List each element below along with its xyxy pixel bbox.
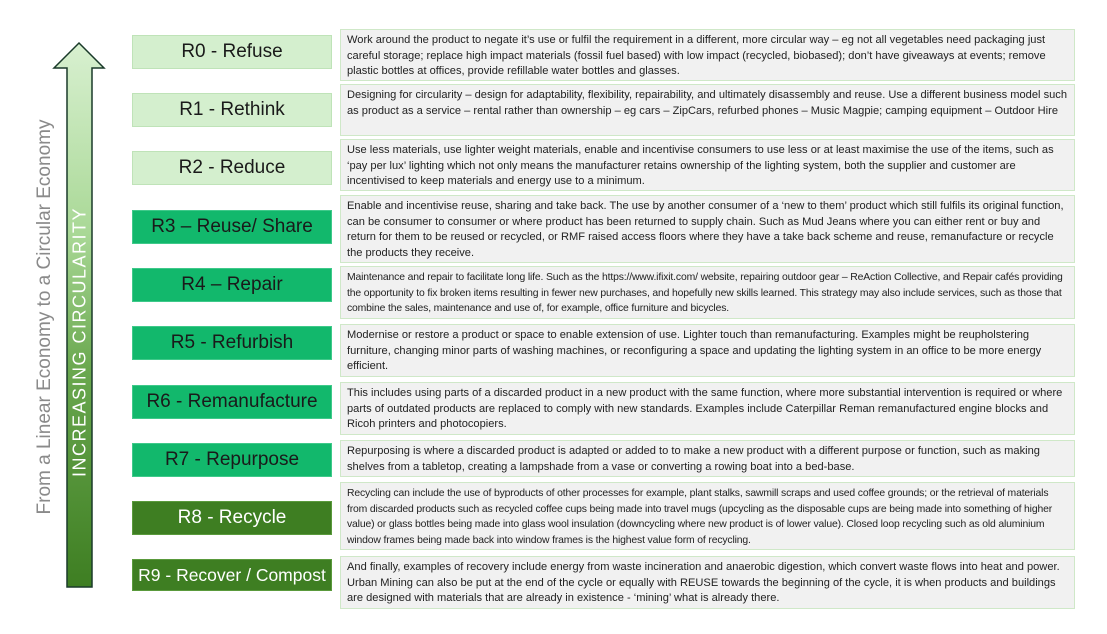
label-r8-recycle: R8 - Recycle [132,501,332,535]
description-r4: Maintenance and repair to facilitate long life. Such as the https://www.ifixit.com/ website, repairing outdoor gear – ReAction Collective, and Repair cafés providing the opportunity to fix broken items resulting in fewer new purchases, and hopefully new skills learned. This strategy may also include services, such as those that combine the sales, maintenance and use of, for example, office furniture and bicycles. [340,266,1075,319]
increasing-circularity-arrow [0,0,120,600]
linear-to-circular-label: From a Linear Economy to a Circular Economy [34,119,55,515]
label-r5-refurbish: R5 - Refurbish [132,326,332,360]
description-r8: Recycling can include the use of byproducts of other processes for example, plant stalks, sawmill scraps and used coffee grounds; or the retrieval of materials from discarded products such as recycled coffee cups being made into travel mugs (upcycling as the disposable cups are being made into something of higher value) or glass bottles being made into glass wool insulation (downcycling where new product is of lower value). Closed loop recycling such as old aluminium window frames being made back into window frames is the highest value form of recycling. [340,482,1075,550]
increasing-circularity-label: INCREASING CIRCULARITY [69,206,90,478]
description-r3: Enable and incentivise reuse, sharing and take back. The use by another consumer of a ‘new to them’ product which still fulfils its original function, can be consumer to consumer or where product has been returned to supply chain. Such as Mud Jeans where you can either rent or buy and return for them to be reused or recycled, or RMF raised access floors where they have a take back scheme and reuse, remanufacture or recycle the products they receive. [340,195,1075,263]
label-r4-repair: R4 – Repair [132,268,332,302]
label-r3-reuse-share: R3 – Reuse/ Share [132,210,332,244]
description-r6: This includes using parts of a discarded product in a new product with the same function, where more substantial intervention is required or where parts of outdated products are replaced to comply with new standards. Examples include Caterpillar Reman remanufactured engine blocks and Ricoh printers and photocopiers. [340,382,1075,435]
label-r9-recover-compost: R9 - Recover / Compost [132,559,332,591]
label-r0-refuse: R0 - Refuse [132,35,332,69]
description-r0: Work around the product to negate it’s use or fulfil the requirement in a different, more circular way – eg not all vegetables need packaging just careful storage; replace high impact materials (fossil fuel based) with low impact (recycled, biobased); don’t have giveaways at events; remove plastic bottles at offices, provide refillable water bottles and glasses. [340,29,1075,81]
description-r2: Use less materials, use lighter weight materials, enable and incentivise consumers to use less or at least maximise the use of the items, such as ‘pay per lux’ lighting which not only means the manufacturer retains ownership of the lighting system, both the supplier and customer are incentivised to keep materials and energy use to a minimum. [340,139,1075,191]
label-r1-rethink: R1 - Rethink [132,93,332,127]
label-r6-remanufacture: R6 - Remanufacture [132,385,332,419]
description-r9: And finally, examples of recovery include energy from waste incineration and anaerobic digestion, which convert waste flows into heat and power. Urban Mining can also be put at the end of the cycle or equally with REUSE towards the beginning of the cycle, it is when products and buildings are designed with materials that are already in existence - ‘mining’ what is already there. [340,556,1075,609]
description-r7: Repurposing is where a discarded product is adapted or added to to make a new product with a different purpose or function, such as making shelves from a tabletop, creating a lampshade from a vase or converting a rowing boat into a bed-base. [340,440,1075,477]
description-r1: Designing for circularity – design for adaptability, flexibility, repairability, and ultimately disassembly and reuse. Use a different business model such as product as a service – rental rather than ownership – eg cars – ZipCars, refurbed phones – Music Magpie; camping equipment – Outdoor Hire [340,84,1075,136]
label-r2-reduce: R2 - Reduce [132,151,332,185]
label-r7-repurpose: R7 - Repurpose [132,443,332,477]
description-r5: Modernise or restore a product or space to enable extension of use. Lighter touch than remanufacturing. Examples might be reupholstering furniture, changing minor parts of washing machines, or reconfiguring a space and updating the lighting system in an office to be more energy efficient. [340,324,1075,377]
